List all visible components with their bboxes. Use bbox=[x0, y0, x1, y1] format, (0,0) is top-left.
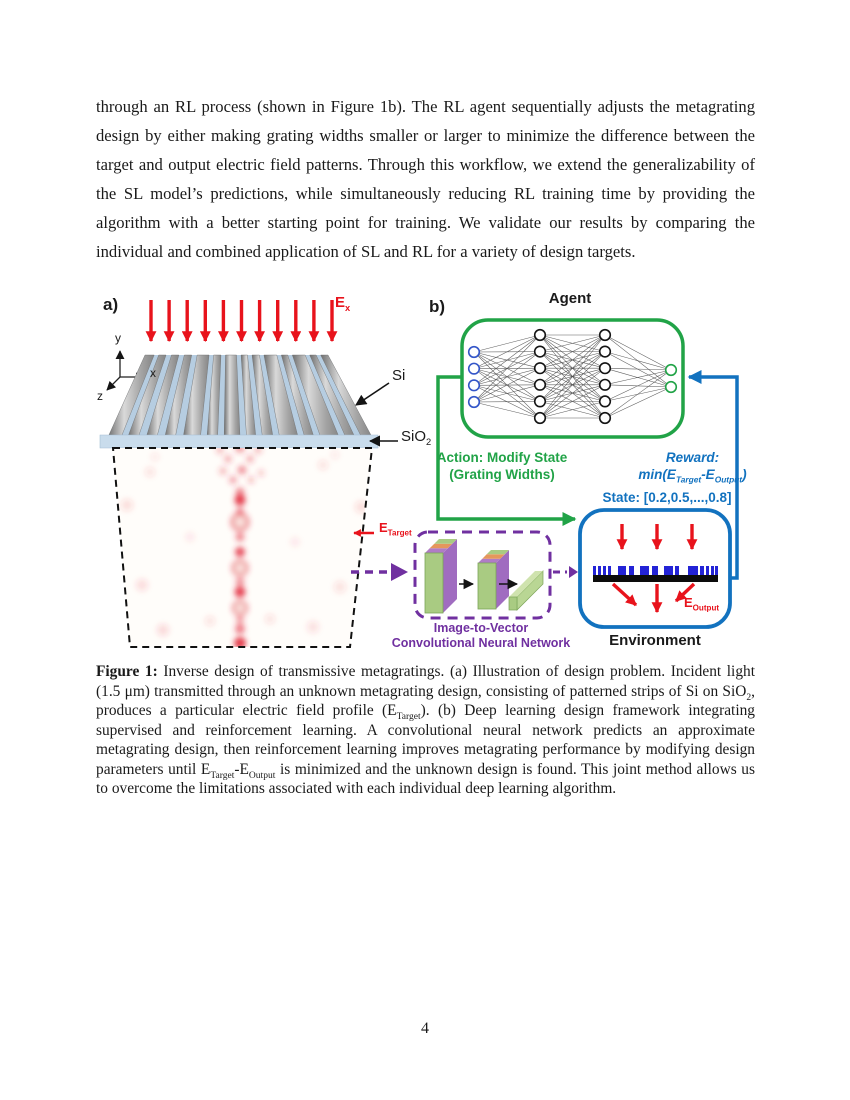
page-number: 4 bbox=[421, 1020, 429, 1037]
agent-box bbox=[462, 320, 683, 437]
reward-label-line1: Reward: bbox=[665, 450, 720, 465]
cnn-caption-line1: Image-to-Vector bbox=[433, 621, 529, 635]
cnn-conv-block-1 bbox=[425, 539, 457, 613]
axis-y-label: y bbox=[115, 331, 121, 345]
field-to-cnn-arrowhead bbox=[391, 563, 408, 581]
body-paragraph: through an RL process (shown in Figure 1b). The RL agent sequentially adjusts the metagrating design by either making grating widths smaller or larger to minimize the difference between the target and output electric field patterns. Through this workflow, we extend the generalizability of the SL model’s predictions, while simultaneously reducing RL training time by providing the algorithm with a better starting point for training. We validate our results by comparing the individual and combined application of SL and RL for a variety of design targets. bbox=[96, 97, 755, 262]
cnn-to-environment-arrowhead bbox=[569, 566, 578, 578]
ex-field-label: $E_x$ bbox=[335, 294, 351, 313]
figure-1 bbox=[95, 287, 755, 663]
cnn-caption-line2: Convolutional Neural Network bbox=[391, 636, 571, 650]
action-label-line1: Action: Modify State bbox=[436, 450, 568, 465]
state-label: State: [0.2,0.5,...,0.8] bbox=[602, 490, 732, 505]
figure-caption: Figure 1: Inverse design of transmissive metagratings. (a) Illustration of design problem. Incident light (1.5 μm) transmitted through an unknown metagrating design, consisting of patterned strips of Si on SiO$_2$, produces a particular electric field profile $(E_{Target})$. (b) Deep learning design framework integrating supervised and reinforcement learning. A convolutional neural network predicts an approximate metagrating design, then reinforcement learning improves metagrating performance by modifying design parameters until $E_{Target}-E_{Output}$ is minimized and the unknown design is found. This joint method allows us to overcome the limitations associated with each individual deep learning algorithm. bbox=[96, 663, 755, 797]
metagrating-3d bbox=[100, 355, 378, 448]
axis-x-label: x bbox=[150, 366, 156, 380]
reward-label-line2: $\min(E_{Target}-E_{Output})$ bbox=[638, 467, 747, 485]
cnn-output-vector-bar bbox=[509, 571, 543, 610]
cnn-conv-block-2 bbox=[478, 550, 509, 609]
action-label-line2: (Grating Widths) bbox=[449, 467, 555, 482]
si-label: Si bbox=[392, 367, 406, 384]
eoutput-label: $E_{Output}$ bbox=[684, 595, 720, 613]
axis-z-label: z bbox=[97, 389, 103, 403]
environment-substrate-bar bbox=[593, 575, 718, 582]
incident-wave-arrows bbox=[151, 300, 332, 341]
environment-title: Environment bbox=[609, 632, 701, 649]
panel-b-label: b) bbox=[429, 297, 446, 316]
etarget-label: $E_{Target}$ bbox=[379, 520, 412, 538]
sio2-label: SiO$_2$ bbox=[401, 428, 432, 447]
si-pointer-arrow bbox=[356, 383, 389, 405]
agent-title: Agent bbox=[548, 290, 592, 307]
panel-a-label: a) bbox=[103, 295, 119, 314]
